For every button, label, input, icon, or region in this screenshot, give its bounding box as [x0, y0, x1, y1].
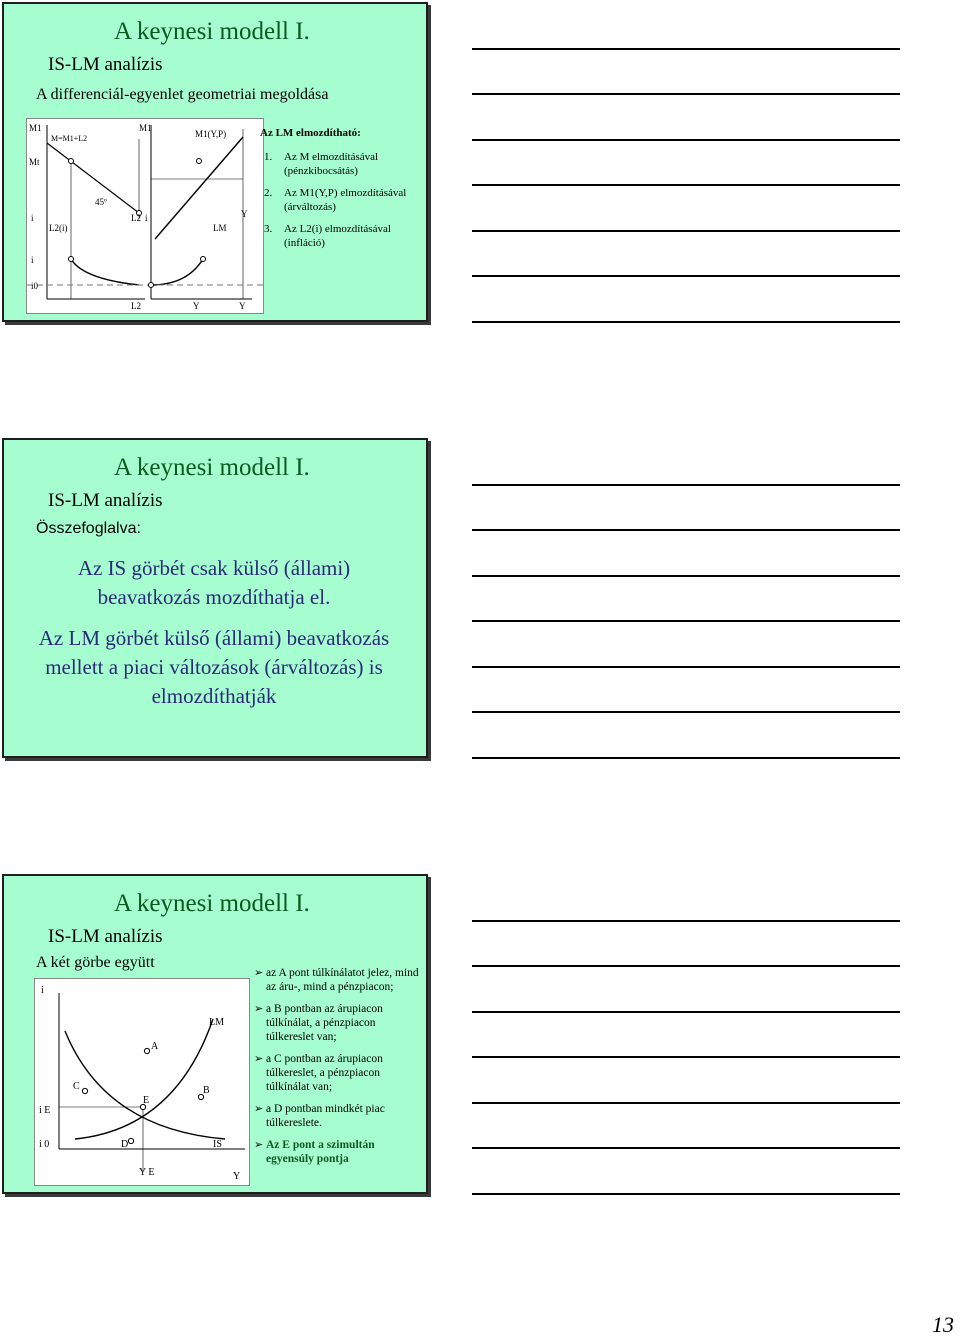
- note-line: [472, 666, 900, 668]
- note-line: [472, 184, 900, 186]
- label-lm: LM: [213, 223, 227, 233]
- lm-shift-list: Az LM elmozdítható: 1. Az M elmozdításával (pénzkibocsátás) 2. Az M1(Y,P) elmozdításával (árváltozás) 3. Az L2(i) elmozdításával (infláció): [260, 126, 428, 140]
- bullet-b: a B pontban az árupiacon túlkínálat, a pénzpiacon túlkereslet van;: [266, 1003, 383, 1043]
- note-line: [472, 230, 900, 232]
- is-lm-svg: [35, 979, 249, 1185]
- label-d: D: [121, 1139, 129, 1150]
- note-line: [472, 484, 900, 486]
- label-y-bottom1: Y: [193, 301, 200, 311]
- label-45deg: 45º: [95, 197, 107, 207]
- label-m1-mid: M1: [139, 123, 152, 133]
- summary-is: Az IS görbét csak külső (állami) beavatkozás mozdíthatja el.: [77, 556, 351, 609]
- note-line: [472, 93, 900, 95]
- note-line: [472, 1011, 900, 1013]
- bullet-c: a C pontban az árupiacon túlkereslet, a pénzpiacon túlkínálat van;: [266, 1053, 383, 1093]
- summary-lm: Az LM görbét külső (állami) beavatkozás mellett a piaci változások (árváltozás) is elmozdíthatják: [38, 626, 390, 708]
- note-line: [472, 529, 900, 531]
- slide-subtitle: IS-LM analízis: [48, 54, 163, 75]
- note-line: [472, 275, 900, 277]
- note-line: [472, 1147, 900, 1149]
- label-i-low: i: [31, 255, 34, 265]
- note-line: [472, 711, 900, 713]
- bullet-arrow-icon: ➢: [254, 1053, 264, 1065]
- label-b: B: [203, 1085, 210, 1096]
- note-line: [472, 575, 900, 577]
- diagram-is-lm: [34, 978, 250, 1186]
- slide-2: [2, 438, 428, 758]
- note-line: [472, 920, 900, 922]
- note-line: [472, 757, 900, 759]
- label-m1-left: M1: [29, 123, 42, 133]
- label-mt: Mt: [29, 157, 40, 167]
- slide-title: A keynesi modell I.: [114, 890, 310, 917]
- label-i: i: [41, 985, 44, 996]
- bullet-arrow-icon: ➢: [254, 967, 264, 979]
- slide-caption: A két görbe együtt: [36, 954, 155, 971]
- slide-caption: Összefoglalva:: [36, 520, 141, 537]
- list-heading: Az LM elmozdítható:: [260, 127, 361, 139]
- label-ie: i E: [39, 1105, 51, 1116]
- slide-1: [2, 2, 428, 322]
- label-eq: M=M1+L2: [51, 134, 88, 143]
- bullet-arrow-icon: ➢: [254, 1003, 264, 1015]
- slide-subtitle: IS-LM analízis: [48, 926, 163, 947]
- label-i-left: i: [31, 213, 34, 223]
- note-line: [472, 1056, 900, 1058]
- note-line: [472, 965, 900, 967]
- note-line: [472, 1193, 900, 1195]
- label-m1yp: M1(Y,P): [195, 129, 227, 139]
- label-y: Y: [233, 1171, 241, 1182]
- bullet-arrow-icon: ➢: [254, 1103, 264, 1115]
- label-i0: i 0: [39, 1139, 50, 1150]
- diagram-svg: [27, 119, 263, 313]
- slide-3: [2, 874, 428, 1194]
- note-line: [472, 620, 900, 622]
- note-line: [472, 1102, 900, 1104]
- label-ye: Y E: [139, 1167, 155, 1178]
- label-c: C: [73, 1081, 80, 1092]
- slide-title: A keynesi modell I.: [114, 18, 310, 45]
- label-a: A: [151, 1041, 159, 1052]
- diagram-lm-derivation: [26, 118, 264, 314]
- bullet-d: a D pontban mindkét piac túlkereslete.: [266, 1103, 385, 1129]
- label-i-mid: i: [145, 213, 148, 223]
- label-l2-bottom: L2: [131, 301, 141, 311]
- note-line: [472, 139, 900, 141]
- note-line: [472, 321, 900, 323]
- slide-caption: A differenciál-egyenlet geometriai megoldása: [36, 86, 329, 103]
- slide-title: A keynesi modell I.: [114, 454, 310, 481]
- bullet-e: Az E pont a szimultán egyensúly pontja: [266, 1139, 375, 1165]
- label-l2-mid: L2: [131, 213, 141, 223]
- note-line: [472, 48, 900, 50]
- label-e: E: [143, 1095, 150, 1106]
- label-l2i: L2(i): [49, 223, 68, 233]
- label-lm: LM: [209, 1017, 224, 1028]
- label-is: IS: [213, 1139, 222, 1150]
- bullet-arrow-icon: ➢: [254, 1139, 264, 1151]
- label-y-bottom2: Y: [239, 301, 246, 311]
- page-number: 13: [932, 1312, 954, 1337]
- slide-subtitle: IS-LM analízis: [48, 490, 163, 511]
- bullet-a: az A pont túlkínálatot jelez, mind az áru-, mind a pénzpiacon;: [266, 967, 419, 993]
- label-y-right: Y: [241, 209, 248, 219]
- label-i0: i0: [31, 281, 39, 291]
